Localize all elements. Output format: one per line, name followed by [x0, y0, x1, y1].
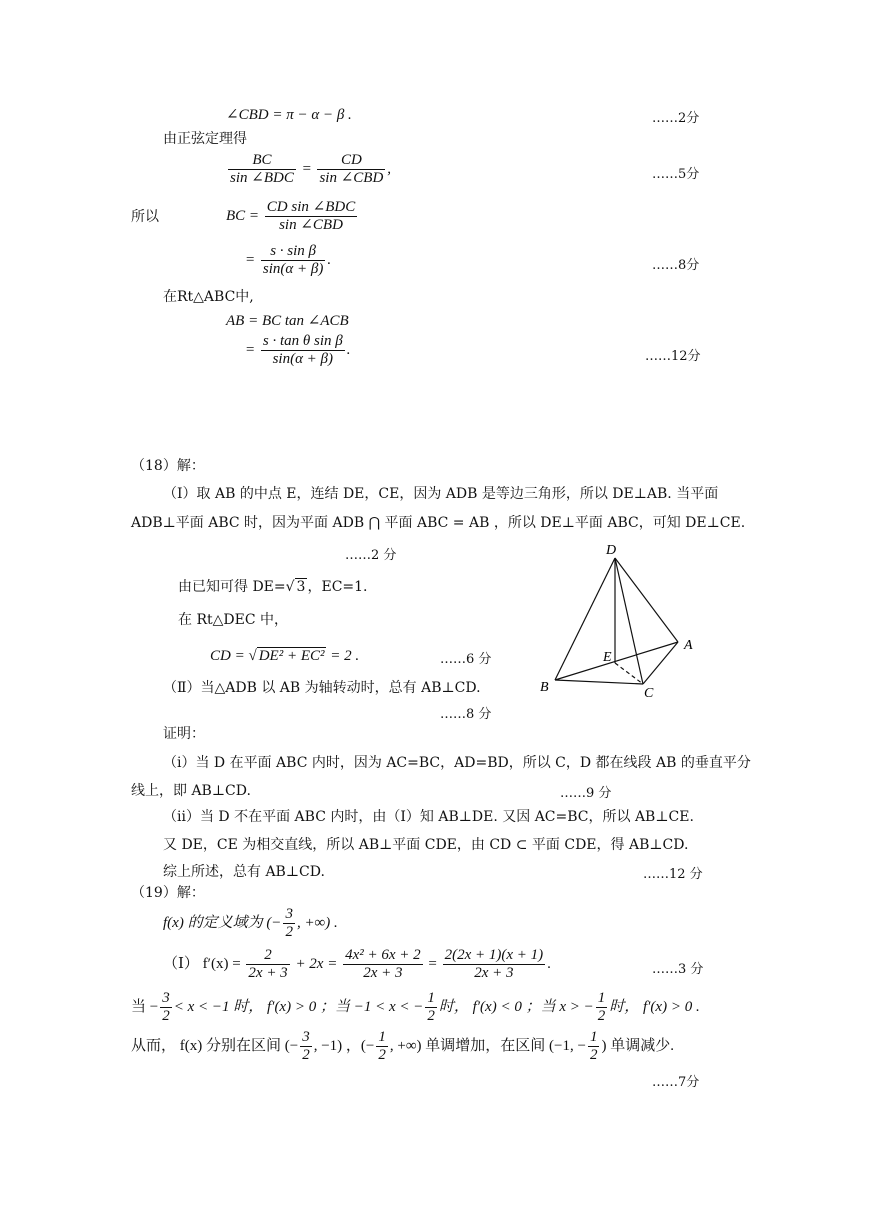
score-12: ……12 分 — [643, 867, 703, 882]
fraction: $\frac{1}{2}$ — [378, 1029, 386, 1063]
fraction: $\frac{3}{2}$ — [302, 1029, 310, 1063]
p18-case1-line1: （ⅰ）当 D 在平面 ABC 内时，因为 AC=BC，AD=BD，所以 C，D 都在线段 AB 的垂直平分 — [163, 755, 751, 771]
text-therefore: 所以 — [131, 209, 159, 225]
score-7: ……7分 — [652, 1075, 700, 1090]
fraction: $\frac{3}{2}$ — [162, 990, 170, 1024]
eq-angle-cbd: ∠CBD = π − α − β . — [226, 107, 352, 123]
p18-part1-line2: ADB⊥平面 ABC 时，因为平面 ADB ⋂ 平面 ABC = AB ，所以 DE⊥平面 ABC，可知 DE⊥CE. — [131, 515, 746, 531]
score-8: ……8分 — [652, 258, 700, 273]
p18-case2-line2: 又 DE，CE 为相交直线，所以 AB⊥平面 CDE，由 CD ⊂ 平面 CDE，得 AB⊥CD. — [163, 837, 689, 853]
eq-sine-law: $\frac{BC}{\text{sin ∠BDC}}$ = $\frac{CD}{\text{sin ∠CBD}}$ , — [230, 152, 392, 186]
score-8: ……8 分 — [440, 707, 492, 722]
fraction: $\frac{\text{CD sin ∠BDC}}{\text{sin ∠CBD}}$ — [266, 199, 356, 233]
fraction: $\frac{2}{2x + 3}$ — [248, 947, 288, 981]
p18-case2-line1: （ⅱ）当 D 不在平面 ABC 内时，由（Ⅰ）知 AB⊥DE. 又因 AC=BC，所以 AB⊥CE. — [163, 809, 694, 825]
p19-derivative: （Ⅰ） f′(x) = $\frac{2}{2x + 3}$ + 2x = $\frac{\text{4x² + 6x + 2}}{2x + 3}$ = $\frac{2(2x + 1)(x + 1)}{2x + 3}$ . — [163, 947, 551, 981]
score-12: ……12分 — [645, 349, 701, 364]
fraction: $\frac{1}{2}$ — [589, 1029, 598, 1063]
edge-ba — [555, 642, 678, 680]
fraction: $\frac{BC}{\text{sin ∠BDC}}$ — [230, 152, 294, 186]
eq-bc: BC = $\frac{\text{CD sin ∠BDC}}{\text{sin ∠CBD}}$ — [226, 199, 356, 233]
fraction: $\frac{\text{4x² + 6x + 2}}{2x + 3}$ — [345, 947, 421, 981]
text-sine-law: 由正弦定理得 — [163, 131, 247, 147]
label-c: C — [644, 686, 654, 700]
p18-proof: 证明： — [163, 726, 205, 742]
fraction: $\frac{CD}{\text{sin ∠CBD}}$ — [319, 152, 384, 186]
tetrahedron-figure — [535, 540, 705, 700]
p18-case1-line2: 线上，即 AB⊥CD. — [131, 783, 251, 799]
text-rt-abc: 在Rt△ABC中, — [163, 289, 254, 305]
fraction: $\frac{3}{2}$ — [285, 906, 293, 940]
score-5: ……5分 — [652, 167, 700, 182]
p19-domain: f(x) 的定义域为 (− $\frac{3}{2}$ , +∞) . — [163, 906, 338, 940]
fraction: $\frac{\text{s · sin β}}{\sin(\alpha + \beta)}$ — [262, 243, 324, 277]
p19-intervals: 从而， f(x) 分别在区间 (− $\frac{3}{2}$ , −1) ，(− $\frac{1}{2}$ , +∞) 单调增加，在区间 (−1, − $\frac{1}{2}$ ) 单调减少. — [131, 1029, 674, 1063]
eq-ab-result: = $\frac{\text{s · tan θ sin β}}{\sin(\alpha + \beta)}$ . — [245, 333, 351, 367]
fraction: $\frac{2(2x + 1)(x + 1)}{2x + 3}$ — [444, 947, 544, 981]
fraction: $\frac{1}{2}$ — [597, 990, 606, 1024]
p18-part2: （Ⅱ）当△ADB 以 AB 为轴转动时，总有 AB⊥CD. — [163, 680, 481, 696]
fraction: $\frac{\text{s · tan θ sin β}}{\sin(\alpha + \beta)}$ — [262, 333, 343, 367]
score-3: ……3 分 — [652, 962, 704, 977]
p18-eq-cd: CD = √ DE² + EC² = 2 . — [210, 648, 360, 664]
label-b: B — [540, 680, 549, 695]
score-6: ……6 分 — [440, 652, 492, 667]
p18-part1-line1: （Ⅰ）取 AB 的中点 E，连结 DE，CE，因为 ADB 是等边三角形，所以 DE⊥AB. 当平面 — [163, 486, 719, 502]
p18-conclusion: 综上所述，总有 AB⊥CD. — [163, 864, 325, 880]
p19-monotonic-cases: 当 − $\frac{3}{2}$ < x < −1 时， f′(x) > 0 ；当 −1 < x < − $\frac{1}{2}$ 时， f′(x) < 0 ；当 x > − $\frac{1}{2}$ 时， f′(x) > 0 . — [131, 990, 700, 1024]
score-2: ……2 分 — [345, 548, 397, 563]
score-2: ……2分 — [652, 111, 700, 126]
label-d: D — [606, 543, 617, 558]
eq-bc-result: = $\frac{\text{s · sin β}}{\sin(\alpha + \beta)}$ . — [245, 243, 332, 277]
score-9: ……9 分 — [560, 786, 612, 801]
edge-ca — [643, 642, 678, 684]
label-e: E — [603, 650, 612, 665]
fraction: $\frac{1}{2}$ — [427, 990, 435, 1024]
eq-ab: AB = BC tan ∠ACB — [226, 313, 349, 329]
p19-heading: （19）解： — [131, 885, 205, 901]
label-a: A — [684, 638, 693, 653]
p18-heading: （18）解： — [131, 458, 205, 474]
p18-given-de: 由已知可得 DE=√ 3 ，EC=1. — [178, 579, 368, 595]
p18-rt-dec: 在 Rt△DEC 中， — [178, 612, 288, 628]
edge-bc — [555, 680, 643, 684]
